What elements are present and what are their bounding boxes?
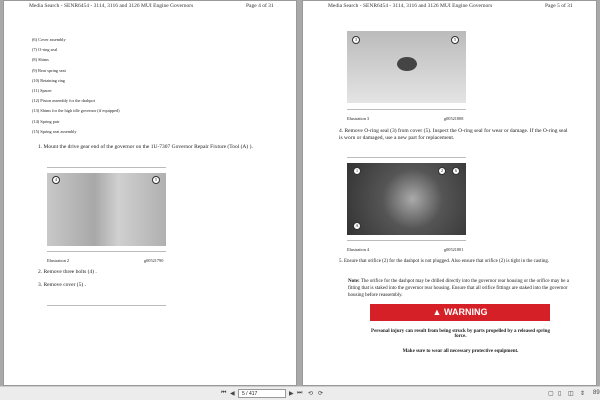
two-page-icon[interactable]: ◫ bbox=[568, 391, 574, 397]
parts-list bbox=[32, 35, 120, 137]
warning-banner: ▲ WARNING bbox=[370, 304, 550, 321]
bookmark-icon[interactable]: ▯ bbox=[558, 391, 562, 397]
illustration-code: g00521801 bbox=[444, 247, 464, 252]
callout: 2 bbox=[438, 167, 446, 175]
list-item: (10) Retaining ring bbox=[32, 77, 65, 83]
viewer-toolbar bbox=[0, 386, 600, 400]
note-label: Note: bbox=[348, 279, 360, 284]
page-number: Page 4 of 31 bbox=[246, 3, 274, 9]
step-3: 3. Remove cover (5) . bbox=[38, 282, 86, 288]
fit-icon[interactable]: ⇕ bbox=[580, 391, 586, 397]
illustration-2-image bbox=[47, 173, 166, 246]
divider bbox=[347, 157, 466, 158]
illustration-caption: Illustration 3 bbox=[347, 116, 370, 121]
last-page-button[interactable]: ⏭ bbox=[297, 390, 303, 396]
pdf-page-4 bbox=[3, 0, 297, 386]
callout: A bbox=[353, 222, 361, 230]
illustration-4-image bbox=[347, 163, 466, 235]
rotate-right-icon[interactable]: ⟳ bbox=[318, 391, 324, 397]
list-item: (6) Cover assembly bbox=[32, 37, 66, 42]
note-text: The orifice for the dashpot may be drilled directly into the governor rear housing or the orifice may be a fitting that is staked into the governor rear housing. Ensure that all orifice fittings are staked into the governor housing before reassembly. bbox=[348, 279, 569, 298]
page-input[interactable]: 5 / 417 bbox=[238, 389, 286, 398]
illustration-caption: Illustration 2 bbox=[47, 258, 70, 263]
divider bbox=[47, 251, 166, 252]
zoom-level[interactable]: 89 bbox=[593, 390, 600, 396]
warning-label: WARNING bbox=[443, 307, 488, 317]
list-item: (11) Spacer bbox=[32, 88, 52, 94]
illustration-code: g00521808 bbox=[444, 116, 464, 121]
warning-text: Make sure to wear all necessary protective equipment. bbox=[402, 349, 519, 354]
cover-part bbox=[397, 57, 417, 71]
list-item: (9) Rear spring seat bbox=[32, 67, 66, 73]
first-page-button[interactable]: ⏮ bbox=[221, 390, 227, 396]
divider bbox=[47, 167, 166, 168]
warning-text: Personal injury can result from being struck by parts propelled by a released spring force. bbox=[371, 329, 550, 339]
divider bbox=[347, 240, 466, 241]
prev-page-button[interactable]: ◀ bbox=[230, 391, 235, 397]
callout: 3 bbox=[352, 36, 360, 44]
rotate-icon[interactable]: ⟲ bbox=[308, 391, 314, 397]
callout: 5 bbox=[152, 176, 160, 184]
list-item: (14) Spring pair bbox=[32, 118, 60, 124]
step-2: 2. Remove three bolts (4) . bbox=[38, 269, 97, 275]
list-item: (12) Piston assembly for the dashpot bbox=[32, 98, 95, 104]
pdf-page-5 bbox=[302, 0, 597, 386]
single-page-icon[interactable]: ▢ bbox=[548, 391, 554, 397]
divider bbox=[347, 109, 466, 110]
callout: 1 bbox=[353, 167, 361, 175]
callout: 5 bbox=[451, 36, 459, 44]
note bbox=[348, 278, 570, 299]
page-header: Media Search - SENR6454 - 3114, 3116 and 3126 MUI Engine Governors bbox=[29, 3, 194, 9]
callout: 4 bbox=[52, 176, 60, 184]
illustration-caption: Illustration 4 bbox=[347, 247, 370, 252]
step-4: 4. Remove O-ring seal (3) from cover (5). Inspect the O-ring seal for wear or damage. If the O-ring seal is worn or damaged, use a new part for replacement. bbox=[339, 128, 568, 141]
list-item: (13) Shims for the high idle governor (if equipped) bbox=[32, 108, 120, 114]
illustration-3-image bbox=[347, 31, 466, 103]
next-page-button[interactable]: ▶ bbox=[289, 391, 294, 397]
divider bbox=[47, 305, 166, 306]
page-header: Media Search - SENR6454 - 3114, 3116 and 3126 MUI Engine Governors bbox=[328, 3, 493, 9]
callout: 6 bbox=[452, 167, 460, 175]
illustration-code: g00521790 bbox=[144, 258, 164, 263]
page-number: Page 5 of 31 bbox=[545, 3, 573, 9]
step-1: 1. Mount the drive gear end of the governor on the 1U-7307 Governor Repair Fixture (Tool (A) ). bbox=[38, 144, 253, 150]
step-5: 5. Ensure that orifice (2) for the dashpot is not plugged. Also ensure that orifice (2) is tight in the casting. bbox=[339, 259, 550, 264]
list-item: (8) Shims bbox=[32, 57, 49, 63]
list-item: (7) O-ring seal bbox=[32, 47, 58, 53]
list-item: (15) Spring seat assembly bbox=[32, 128, 77, 134]
